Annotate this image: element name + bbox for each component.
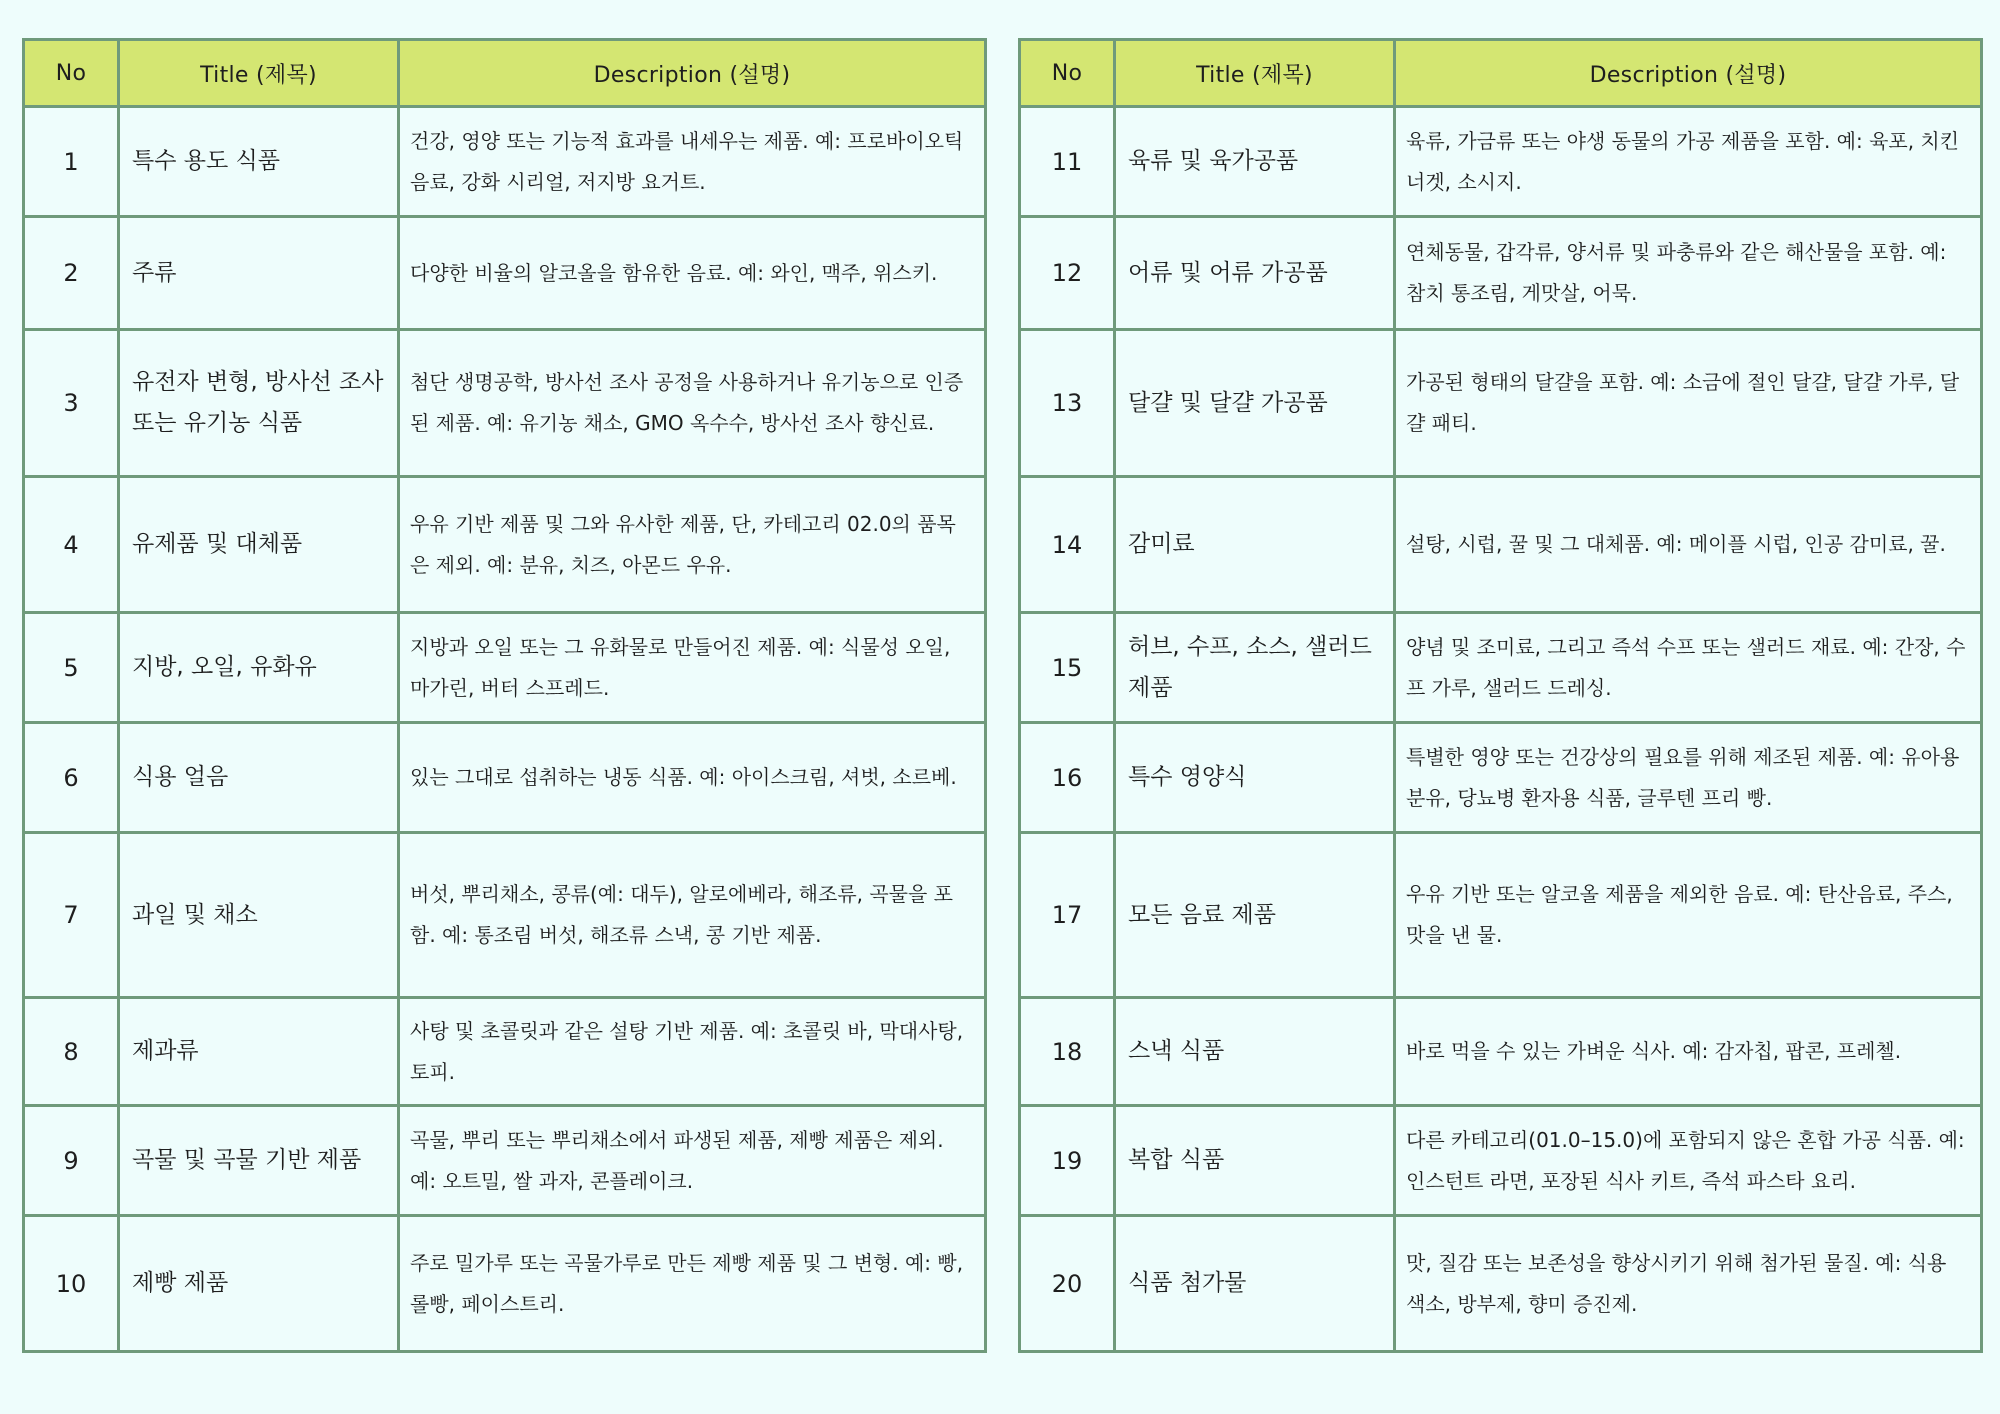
table-row (24, 1106, 986, 1216)
row-title: 과일 및 채소 (119, 833, 399, 998)
food-category-table-left (22, 38, 987, 1353)
row-number: 3 (24, 330, 119, 477)
table-row (24, 723, 986, 833)
row-title: 식품 첨가물 (1115, 1216, 1395, 1352)
row-title: 육류 및 육가공품 (1115, 107, 1395, 217)
row-number: 13 (1020, 330, 1115, 477)
row-number: 10 (24, 1216, 119, 1352)
row-title: 감미료 (1115, 477, 1395, 613)
table-row (24, 330, 986, 477)
table-row (1020, 723, 1982, 833)
row-description: 양념 및 조미료, 그리고 즉석 수프 또는 샐러드 재료. 예: 간장, 수프 가루, 샐러드 드레싱. (1395, 613, 1982, 723)
row-number: 2 (24, 217, 119, 330)
row-title: 주류 (119, 217, 399, 330)
header-title: Title (제목) (1115, 40, 1395, 107)
table-row (1020, 1106, 1982, 1216)
table-header-row (1020, 40, 1982, 107)
row-number: 8 (24, 998, 119, 1106)
table-row (24, 613, 986, 723)
table-row (24, 477, 986, 613)
row-description: 맛, 질감 또는 보존성을 향상시키기 위해 첨가된 물질. 예: 식용 색소, 방부제, 향미 증진제. (1395, 1216, 1982, 1352)
row-title: 모든 음료 제품 (1115, 833, 1395, 998)
row-number: 5 (24, 613, 119, 723)
row-title: 지방, 오일, 유화유 (119, 613, 399, 723)
row-title: 달걀 및 달걀 가공품 (1115, 330, 1395, 477)
row-number: 18 (1020, 998, 1115, 1106)
row-title: 유제품 및 대체품 (119, 477, 399, 613)
row-number: 7 (24, 833, 119, 998)
row-description: 곡물, 뿌리 또는 뿌리채소에서 파생된 제품, 제빵 제품은 제외. 예: 오트밀, 쌀 과자, 콘플레이크. (399, 1106, 986, 1216)
table-row (1020, 998, 1982, 1106)
row-number: 14 (1020, 477, 1115, 613)
table-row (1020, 217, 1982, 330)
row-title: 어류 및 어류 가공품 (1115, 217, 1395, 330)
row-number: 9 (24, 1106, 119, 1216)
table-row (1020, 1216, 1982, 1352)
row-description: 우유 기반 제품 및 그와 유사한 제품, 단, 카테고리 02.0의 품목은 제외. 예: 분유, 치즈, 아몬드 우유. (399, 477, 986, 613)
header-no: No (24, 40, 119, 107)
row-number: 12 (1020, 217, 1115, 330)
row-title: 허브, 수프, 소스, 샐러드 제품 (1115, 613, 1395, 723)
row-description: 우유 기반 또는 알코올 제품을 제외한 음료. 예: 탄산음료, 주스, 맛을 낸 물. (1395, 833, 1982, 998)
row-number: 6 (24, 723, 119, 833)
header-no: No (1020, 40, 1115, 107)
row-description: 다양한 비율의 알코올을 함유한 음료. 예: 와인, 맥주, 위스키. (399, 217, 986, 330)
table-row (24, 833, 986, 998)
header-description: Description (설명) (1395, 40, 1982, 107)
table-row (1020, 613, 1982, 723)
food-category-table-right (1018, 38, 1983, 1353)
table-row (1020, 477, 1982, 613)
row-title: 특수 영양식 (1115, 723, 1395, 833)
row-description: 설탕, 시럽, 꿀 및 그 대체품. 예: 메이플 시럽, 인공 감미료, 꿀. (1395, 477, 1982, 613)
row-title: 곡물 및 곡물 기반 제품 (119, 1106, 399, 1216)
row-number: 16 (1020, 723, 1115, 833)
row-title: 식용 얼음 (119, 723, 399, 833)
row-title: 특수 용도 식품 (119, 107, 399, 217)
table-row (24, 1216, 986, 1352)
row-number: 1 (24, 107, 119, 217)
row-description: 버섯, 뿌리채소, 콩류(예: 대두), 알로에베라, 해조류, 곡물을 포함. 예: 통조림 버섯, 해조류 스낵, 콩 기반 제품. (399, 833, 986, 998)
row-title: 복합 식품 (1115, 1106, 1395, 1216)
row-description: 건강, 영양 또는 기능적 효과를 내세우는 제품. 예: 프로바이오틱 음료, 강화 시리얼, 저지방 요거트. (399, 107, 986, 217)
row-description: 다른 카테고리(01.0–15.0)에 포함되지 않은 혼합 가공 식품. 예: 인스턴트 라면, 포장된 식사 키트, 즉석 파스타 요리. (1395, 1106, 1982, 1216)
row-title: 제과류 (119, 998, 399, 1106)
row-description: 첨단 생명공학, 방사선 조사 공정을 사용하거나 유기농으로 인증된 제품. 예: 유기농 채소, GMO 옥수수, 방사선 조사 향신료. (399, 330, 986, 477)
table-row (24, 107, 986, 217)
table-row (24, 217, 986, 330)
row-number: 17 (1020, 833, 1115, 998)
row-description: 육류, 가금류 또는 야생 동물의 가공 제품을 포함. 예: 육포, 치킨 너겟, 소시지. (1395, 107, 1982, 217)
row-number: 11 (1020, 107, 1115, 217)
row-description: 특별한 영양 또는 건강상의 필요를 위해 제조된 제품. 예: 유아용 분유, 당뇨병 환자용 식품, 글루텐 프리 빵. (1395, 723, 1982, 833)
row-number: 20 (1020, 1216, 1115, 1352)
row-title: 유전자 변형, 방사선 조사 또는 유기농 식품 (119, 330, 399, 477)
row-description: 주로 밀가루 또는 곡물가루로 만든 제빵 제품 및 그 변형. 예: 빵, 롤빵, 페이스트리. (399, 1216, 986, 1352)
row-number: 15 (1020, 613, 1115, 723)
table-row (1020, 330, 1982, 477)
row-description: 바로 먹을 수 있는 가벼운 식사. 예: 감자칩, 팝콘, 프레첼. (1395, 998, 1982, 1106)
row-number: 4 (24, 477, 119, 613)
row-description: 가공된 형태의 달걀을 포함. 예: 소금에 절인 달걀, 달걀 가루, 달걀 패티. (1395, 330, 1982, 477)
header-description: Description (설명) (399, 40, 986, 107)
row-description: 있는 그대로 섭취하는 냉동 식품. 예: 아이스크림, 셔벗, 소르베. (399, 723, 986, 833)
table-row (24, 998, 986, 1106)
row-number: 19 (1020, 1106, 1115, 1216)
row-title: 제빵 제품 (119, 1216, 399, 1352)
row-description: 사탕 및 초콜릿과 같은 설탕 기반 제품. 예: 초콜릿 바, 막대사탕, 토피. (399, 998, 986, 1106)
table-header-row (24, 40, 986, 107)
table-row (1020, 833, 1982, 998)
header-title: Title (제목) (119, 40, 399, 107)
row-title: 스낵 식품 (1115, 998, 1395, 1106)
row-description: 연체동물, 갑각류, 양서류 및 파충류와 같은 해산물을 포함. 예: 참치 통조림, 게맛살, 어묵. (1395, 217, 1982, 330)
table-row (1020, 107, 1982, 217)
row-description: 지방과 오일 또는 그 유화물로 만들어진 제품. 예: 식물성 오일, 마가린, 버터 스프레드. (399, 613, 986, 723)
